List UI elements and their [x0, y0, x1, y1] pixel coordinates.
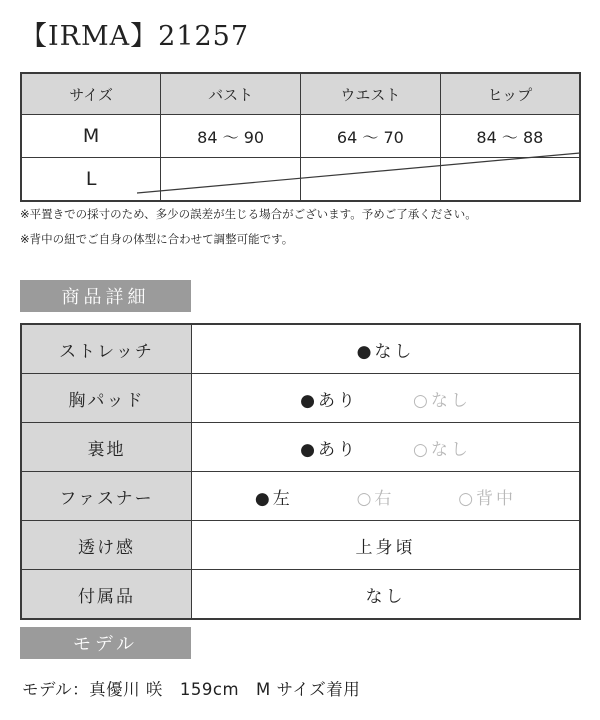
pad-selected-option: ●あり — [300, 390, 358, 411]
fastener-back-option: ○背中 — [458, 488, 517, 509]
size-label: M — [21, 115, 161, 158]
stretch-value: ●なし — [192, 324, 581, 374]
model-info: モデル：真優川 咲 159cm M サイズ着用 — [22, 680, 361, 699]
waist-value: 64 ～ 70 — [301, 115, 441, 158]
adjustment-note: ※背中の紐でご自身の体型に合わせて調整可能です。 — [20, 232, 294, 246]
fastener-left-option: ●左 — [254, 488, 293, 509]
lining-options — [192, 423, 581, 472]
detail-row-lining — [21, 423, 580, 472]
fastener-options — [192, 472, 581, 521]
details-heading: 商品詳細 — [20, 280, 191, 312]
detail-label: 胸パッド — [21, 374, 192, 423]
detail-label: 付属品 — [21, 570, 192, 620]
detail-label: 透け感 — [21, 521, 192, 570]
header-waist: ウエスト — [301, 73, 441, 115]
fastener-right-option: ○右 — [356, 488, 395, 509]
product-title: 【IRMA】21257 — [20, 21, 250, 52]
detail-row-sheer — [21, 521, 580, 570]
lining-unselected-option: ○なし — [413, 439, 471, 460]
header-bust: バスト — [161, 73, 301, 115]
lining-selected-option: ●あり — [300, 439, 358, 460]
pad-unselected-option: ○なし — [413, 390, 471, 411]
detail-row-fastener — [21, 472, 580, 521]
size-table-header — [21, 73, 580, 115]
measurement-note: ※平置きでの採寸のため、多少の誤差が生じる場合がございます。予めご了承ください。 — [20, 207, 477, 221]
size-table — [20, 72, 581, 202]
waist-value — [301, 158, 441, 202]
header-size: サイズ — [21, 73, 161, 115]
detail-row-pad — [21, 374, 580, 423]
accessories-value: なし — [192, 570, 581, 620]
detail-label: 裏地 — [21, 423, 192, 472]
model-heading: モデル — [20, 627, 191, 659]
details-table — [20, 323, 581, 620]
hip-value — [440, 158, 580, 202]
hip-value: 84 ～ 88 — [440, 115, 580, 158]
pad-options — [192, 374, 581, 423]
size-row-l — [21, 158, 580, 202]
detail-row-stretch — [21, 324, 580, 374]
sheer-value: 上身頃 — [192, 521, 581, 570]
bust-value: 84 ～ 90 — [161, 115, 301, 158]
header-hip: ヒップ — [440, 73, 580, 115]
detail-label: ストレッチ — [21, 324, 192, 374]
detail-label: ファスナー — [21, 472, 192, 521]
bust-value — [161, 158, 301, 202]
size-label: L — [21, 158, 161, 202]
size-row-m — [21, 115, 580, 158]
detail-row-accessories — [21, 570, 580, 620]
